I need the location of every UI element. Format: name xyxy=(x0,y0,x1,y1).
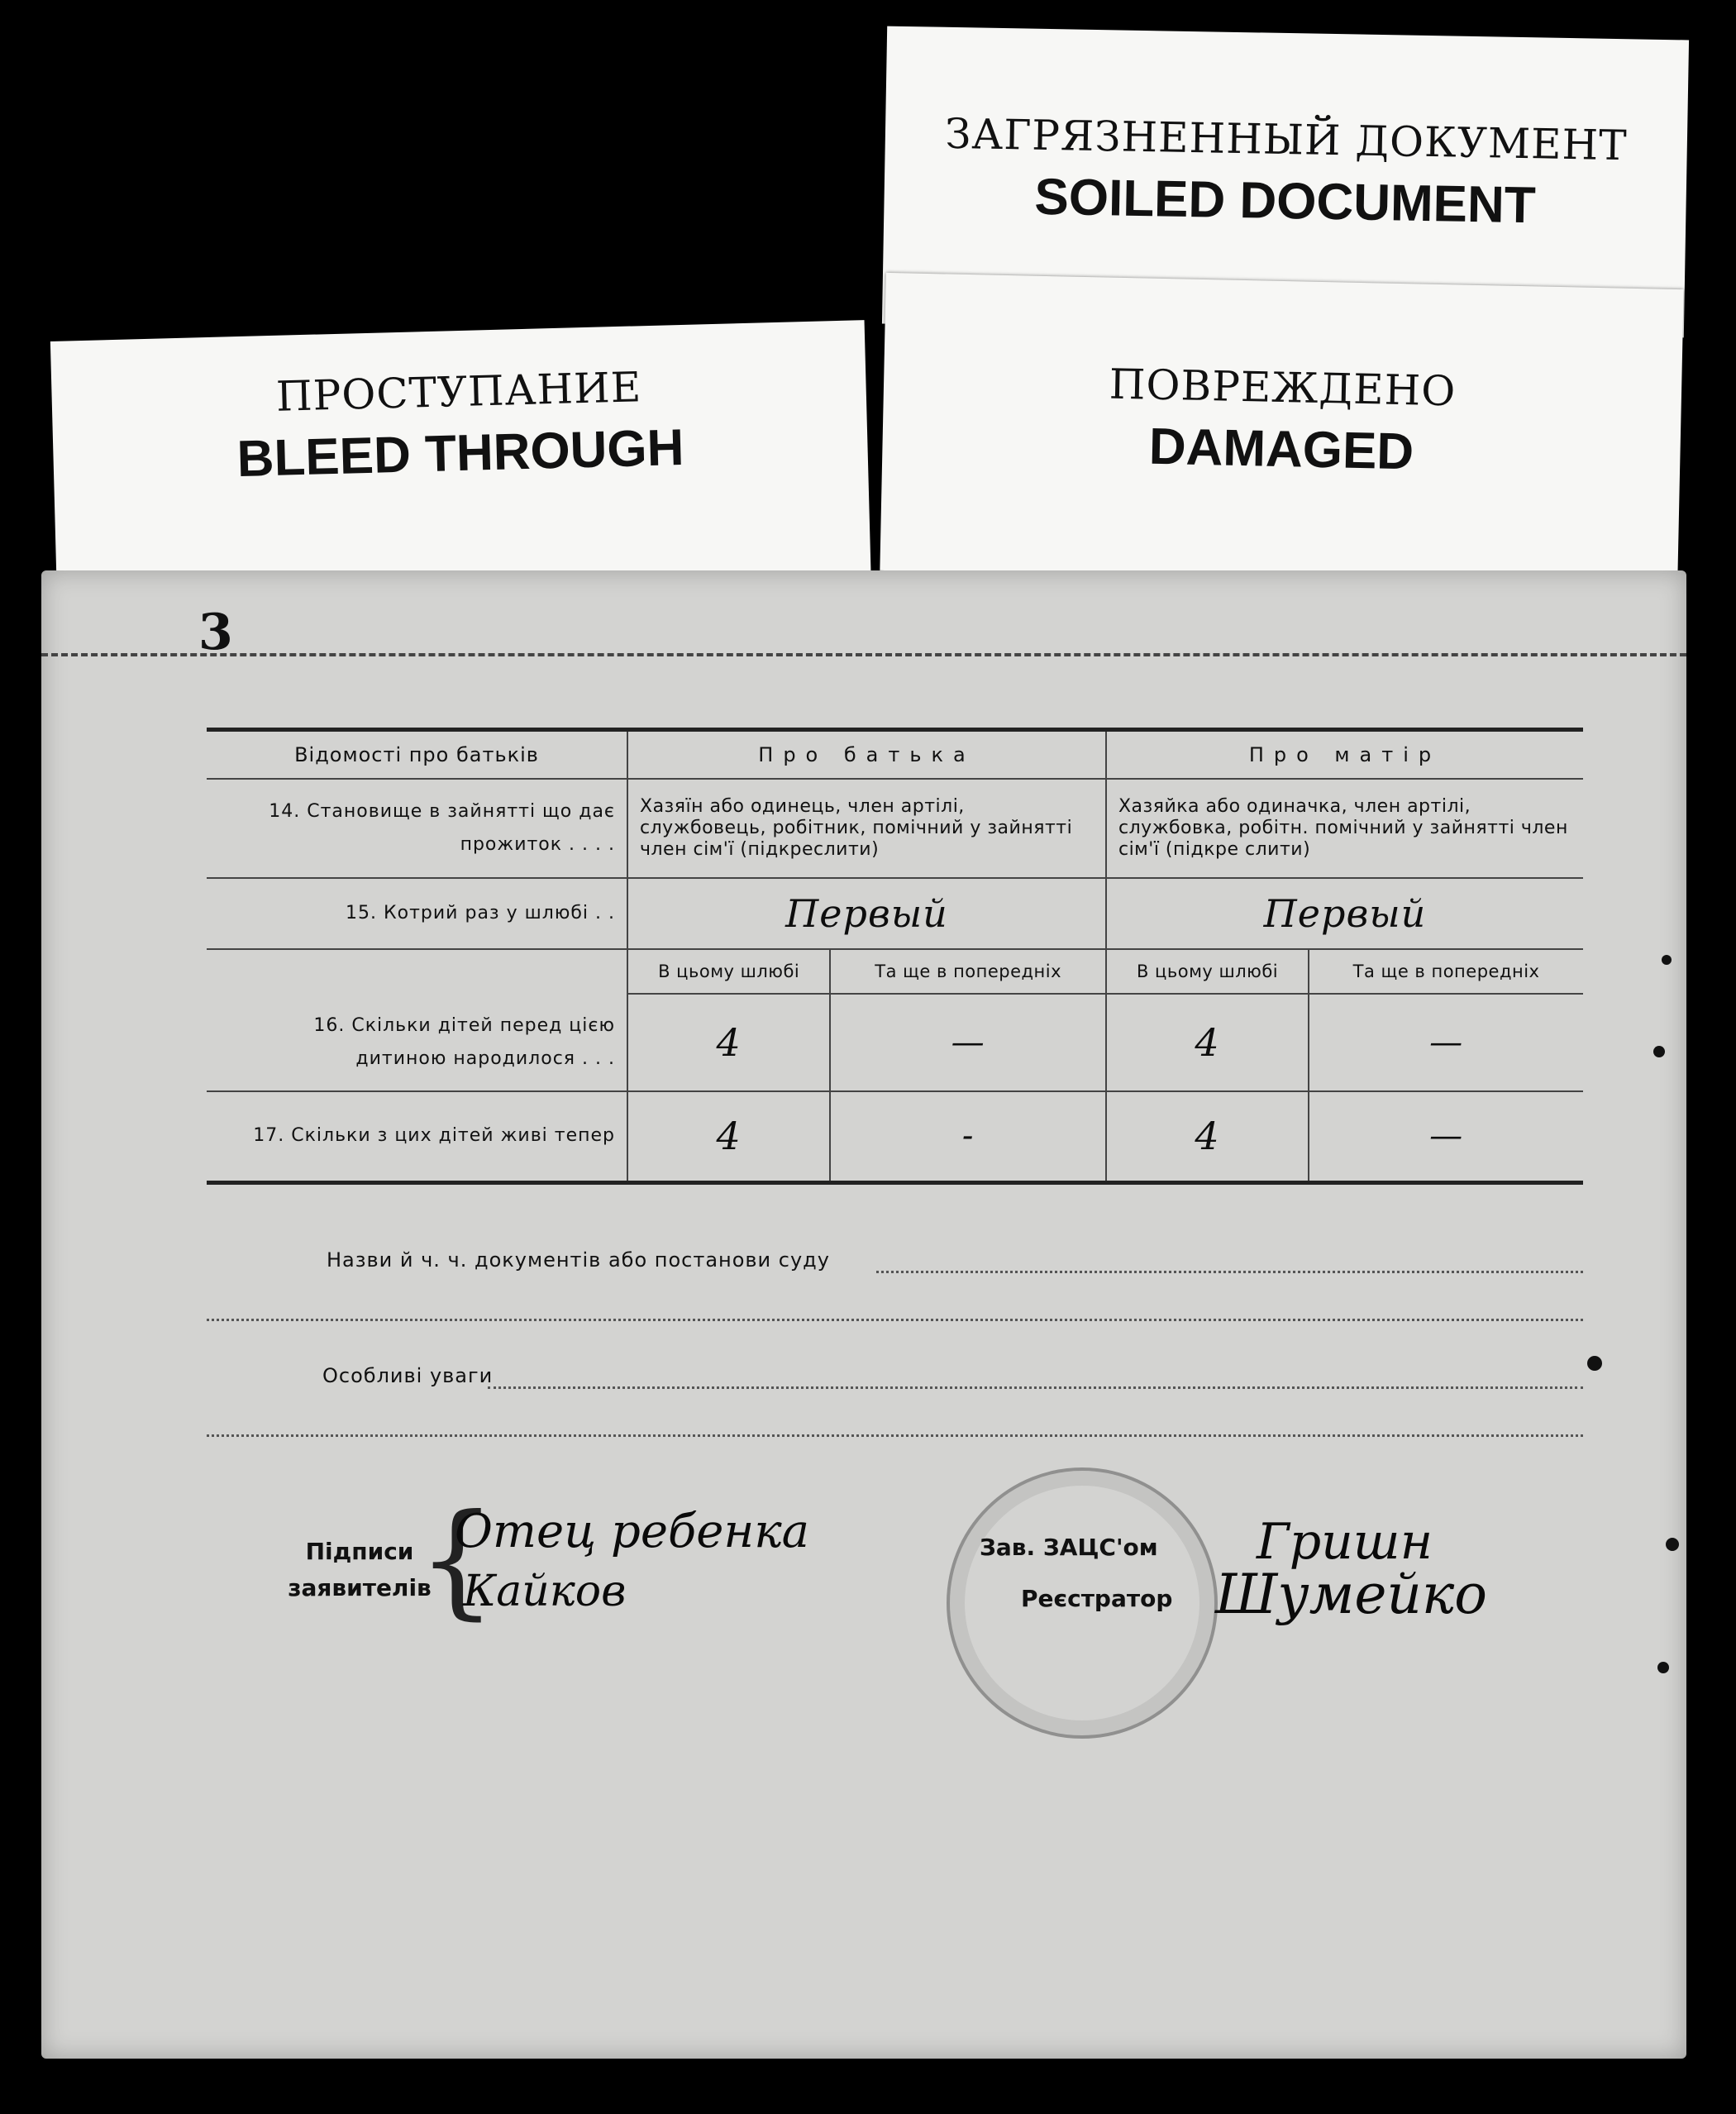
row16-label: 16. Скільки дітей перед цією дитиною народилося . . . xyxy=(207,994,627,1091)
documents-field xyxy=(207,1248,1583,1272)
applicants-label-1: Підписи xyxy=(305,1538,414,1565)
page-mark: 3 xyxy=(198,604,233,661)
table-row-16 xyxy=(207,994,1583,1091)
subheader-father-previous: Та ще в попередніх xyxy=(830,949,1106,994)
soil-spot xyxy=(1653,1046,1665,1057)
documents-line-2 xyxy=(207,1319,1583,1321)
document-sheet xyxy=(41,570,1686,2059)
row17-label: 17. Скільки з цих дітей живі тепер xyxy=(207,1091,627,1182)
row17-father-this: 4 xyxy=(627,1091,830,1182)
row17-mother-this: 4 xyxy=(1106,1091,1309,1182)
soiled-tag-ru: ЗАГРЯЗНЕННЫЙ ДОКУМЕНТ xyxy=(944,109,1629,170)
bleed-tag-en: BLEED THROUGH xyxy=(236,418,685,489)
damaged-tag-en: DAMAGED xyxy=(1148,418,1414,481)
row15-father-value: Первый xyxy=(627,878,1106,949)
subheader-empty xyxy=(207,949,627,994)
row17-father-previous: - xyxy=(830,1091,1106,1182)
notes-field xyxy=(207,1364,1583,1387)
header-mother: Про матір xyxy=(1106,730,1583,780)
row16-father-previous: — xyxy=(830,994,1106,1091)
table-subheader-row xyxy=(207,949,1583,994)
row17-mother-previous: — xyxy=(1309,1091,1583,1182)
head-signature: Гришн xyxy=(1257,1513,1433,1571)
row15-label: 15. Котрий раз у шлюбі . . xyxy=(207,878,627,949)
notes-line-1 xyxy=(488,1386,1583,1389)
row16-mother-this: 4 xyxy=(1106,994,1309,1091)
table-row-17 xyxy=(207,1091,1583,1182)
registrar-signature: Шумейко xyxy=(1215,1563,1488,1626)
row14-father-options: Хазяїн або одинець, член артілі, службовець, робітник, помічний у зайнятті член сім'ї (підкреслити) xyxy=(627,779,1106,878)
documents-label: Назви й ч. ч. документів або постанови суду xyxy=(327,1248,830,1272)
subheader-mother-previous: Та ще в попередніх xyxy=(1309,949,1583,994)
notes-label: Особливі уваги xyxy=(322,1364,494,1387)
table-header-row xyxy=(207,730,1583,780)
applicants-brace: { xyxy=(417,1488,497,1632)
bleed-tag-ru: ПРОСТУПАНИЕ xyxy=(275,363,642,421)
row15-mother-value: Первый xyxy=(1106,878,1583,949)
applicant-signature-1: Отец ребенка xyxy=(455,1505,810,1558)
subheader-mother-this: В цьому шлюбі xyxy=(1106,949,1309,994)
registrar-label: Реєстратор xyxy=(1021,1585,1173,1612)
subheader-father-this: В цьому шлюбі xyxy=(627,949,830,994)
soil-spot xyxy=(1662,955,1672,965)
table-row-14 xyxy=(207,779,1583,878)
applicants-label-2: заявителів xyxy=(288,1574,432,1601)
applicant-signature-2: Кайков xyxy=(463,1567,627,1616)
row16-mother-previous: — xyxy=(1309,994,1583,1091)
soiled-tag-en: SOILED DOCUMENT xyxy=(1033,168,1537,235)
documents-line-1 xyxy=(876,1271,1583,1273)
row14-mother-options: Хазяйка або одиначка, член артілі, службовка, робітн. помічний у зайнятті член сім'ї (підкре слити) xyxy=(1106,779,1583,878)
header-father: Про батька xyxy=(627,730,1106,780)
table-row-15 xyxy=(207,878,1583,949)
damaged-tag-ru: ПОВРЕЖДЕНО xyxy=(1109,360,1457,416)
soil-spot xyxy=(1587,1356,1602,1371)
header-parents-info: Відомості про батьків xyxy=(207,730,627,780)
head-label: Зав. ЗАЦС'ом xyxy=(980,1534,1158,1561)
perforation-line xyxy=(41,653,1686,656)
soil-spot xyxy=(1666,1538,1679,1551)
row16-father-this: 4 xyxy=(627,994,830,1091)
parents-info-table xyxy=(207,728,1583,1185)
row14-label: 14. Становище в зайнятті що дає прожиток . . . . xyxy=(207,779,627,878)
damaged-tag xyxy=(880,273,1683,587)
notes-line-2 xyxy=(207,1434,1583,1437)
soil-spot xyxy=(1657,1662,1669,1673)
